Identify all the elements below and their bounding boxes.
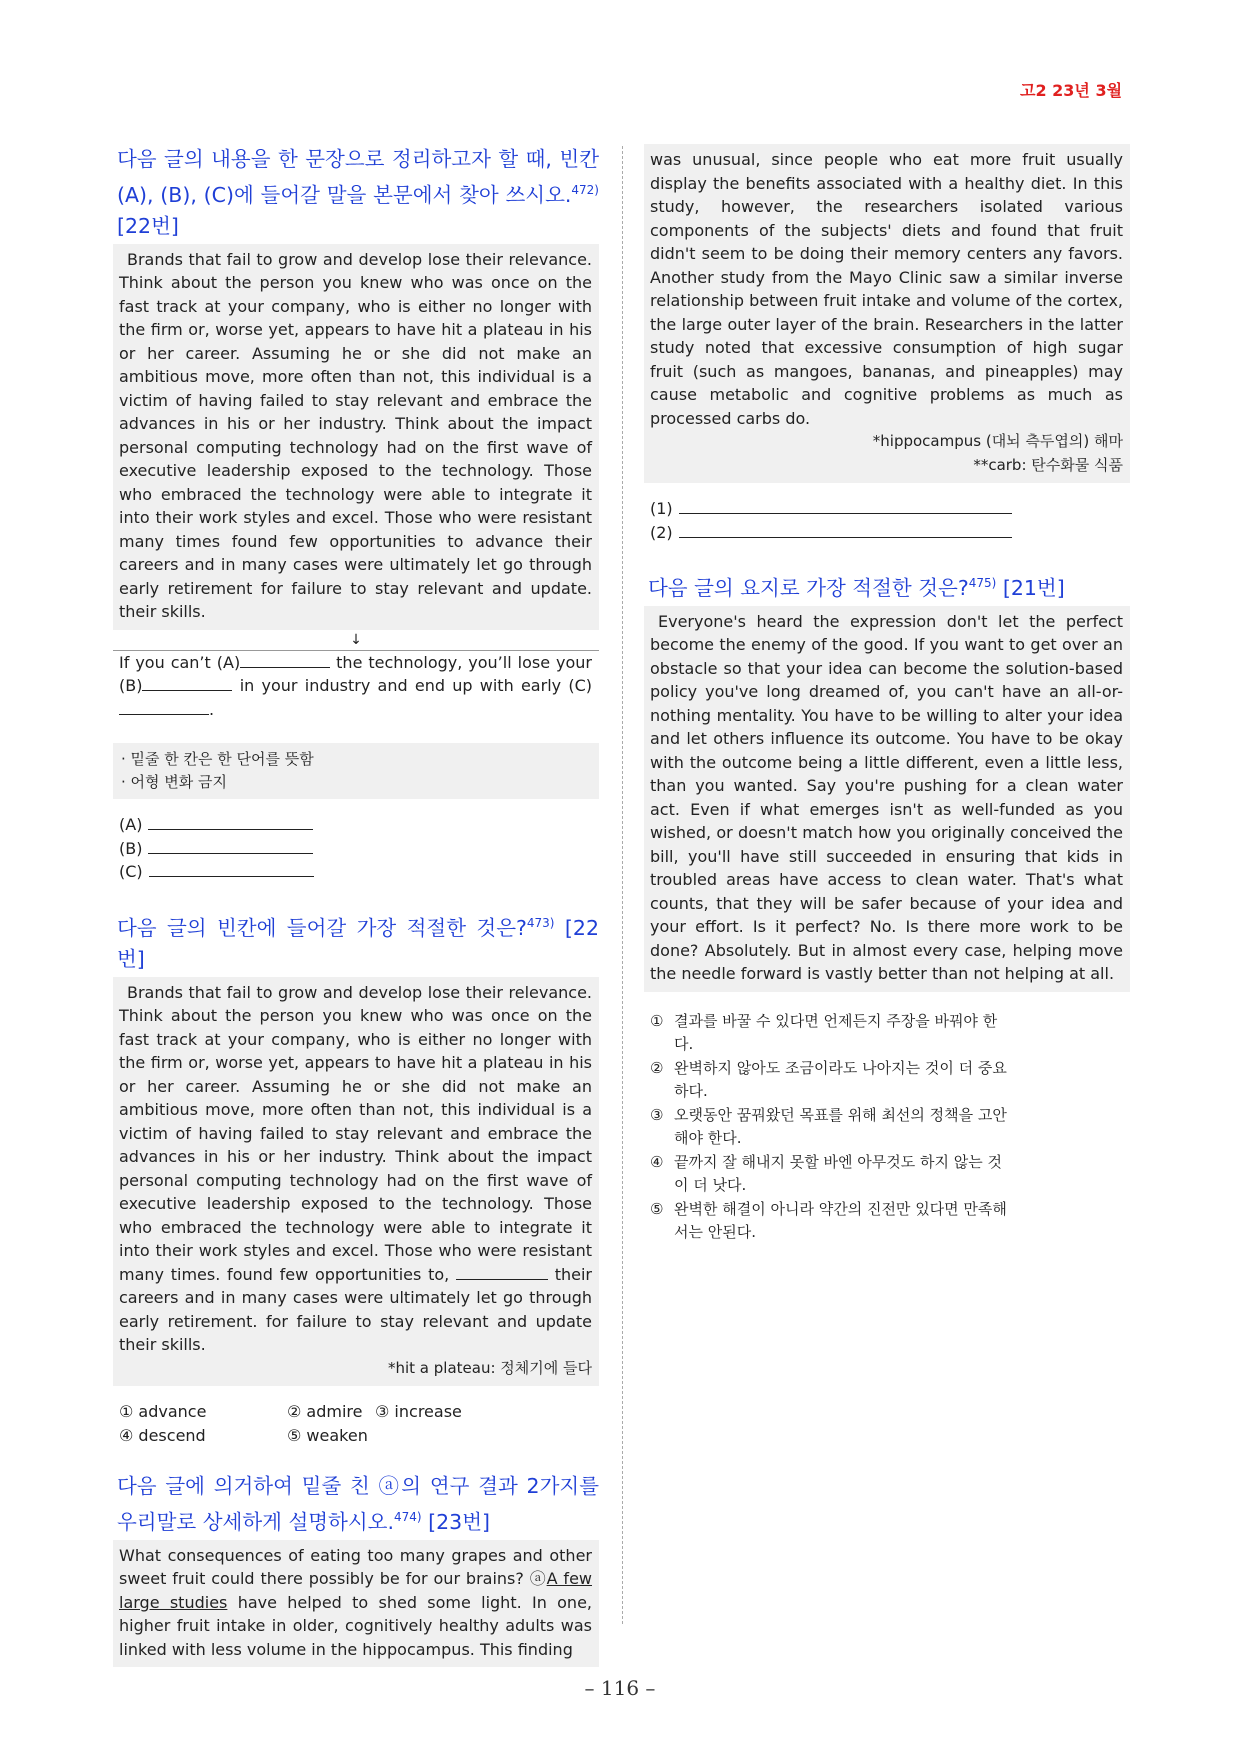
question-472-title: 다음 글의 내용을 한 문장으로 정리하고자 할 때, 빈칸 (A), (B), (C)에 들어갈 말을 본문에서 찾아 쓰시오.$^{472)}$ [22번] (117, 147, 599, 238)
question-number-tag: [23번] (428, 1509, 491, 1534)
question-473-passage: Brands that fail to grow and develop lose their relevance. Think about the person you knew who was once on the fast track at your company, who is either no longer with the firm or, worse yet, appears to have hit a plateau in his or her career. Assuming he or she did not make an ambitious move, more often than not, this individual is a victim of having failed to stay relevant and embrace the advances in his or her industry. Think about the impact personal computing technology had on the first wave of executive leadership exposed to the technology. Those who embraced the technology were able to integrate it into their work styles and excel. Those who were resistant many times. found few opportunities to, their careers and in many cases were ultimately let go through early retirement. for failure to stay relevant and update their skills. *hit a plateau: 정체기에 들다 (113, 977, 599, 1387)
choice-5[interactable]: ⑤ weaken (287, 1425, 368, 1445)
fill-in-blank (456, 1265, 548, 1280)
footnote-number: 475) (968, 576, 997, 590)
answer-line-c[interactable]: (C) (119, 860, 599, 884)
answer-line-1[interactable]: (1) (650, 497, 1130, 521)
choice-2[interactable]: ② 완벽하지 않아도 조금이라도 나아지는 것이 더 중요하다. (650, 1058, 1007, 1101)
question-number-tag: [22번] (117, 915, 599, 971)
conditions-box: · 밑줄 한 칸은 한 단어를 뜻함 · 어형 변화 금지 (113, 743, 599, 799)
answer-line-a[interactable]: (A) (119, 813, 599, 837)
choice-2[interactable]: ② admire (287, 1402, 363, 1422)
vocab-note-1: *hippocampus (대뇌 측두엽의) 해마 (872, 432, 1123, 450)
blank-a (240, 653, 330, 668)
blank-b (142, 676, 232, 691)
question-473-choices (113, 1400, 599, 1447)
page-number: – 116 – (584, 1676, 656, 1700)
underlined-phrase-a: A few large studies (119, 1569, 592, 1612)
answer-line-b[interactable]: (B) (119, 837, 599, 861)
exam-source-label: 고2 23년 3월 (1020, 81, 1123, 100)
question-473-title: 다음 글의 빈칸에 들어갈 가장 적절한 것은?$^{473)}$ [22번] (117, 915, 599, 971)
question-472-passage: Brands that fail to grow and develop lose their relevance. Think about the person you knew who was once on the fast track at your company, who is either no longer with the firm or, worse yet, appears to have hit a plateau in his or her career. Assuming he or she did not make an ambitious move, more often than not, this individual is a victim of having failed to stay relevant and embrace the advances in his or her industry. Think about the impact personal computing technology had on the first wave of executive leadership exposed to the technology. Those who embraced the technology were able to integrate it into their work styles and excel. Those who were resistant many times found few opportunities to advance their careers and in many cases were ultimately let go through early retirement for failure to stay relevant and update. their skills. (113, 244, 599, 630)
choice-4[interactable]: ④ 끝까지 잘 해내지 못할 바엔 아무것도 하지 않는 것이 더 낫다. (650, 1152, 1002, 1195)
question-number-tag: [22번] (117, 213, 179, 238)
question-474-passage-part2: was unusual, since people who eat more fruit usually display the benefits associated with a healthy diet. In this study, however, the researchers isolated various components of the subjects' diets and found that fruit didn't seem to be doing their memory centers any favors. Another study from the Mayo Clinic saw a similar inverse relationship between fruit intake and volume of the cortex, the large outer layer of the brain. Researchers in the latter study noted that excessive consumption of high sugar fruit (such as mangoes, bananas, and pineapples) may cause metabolic and cognitive problems as much as processed carbs do. *hippocampus (대뇌 측두엽의) 해마 **carb: 탄수화물 식품 (644, 144, 1130, 483)
choice-1[interactable]: ① advance (119, 1402, 207, 1422)
question-475-choices (644, 1010, 1130, 1245)
choice-5[interactable]: ⑤ 완벽한 해결이 아니라 약간의 진전만 있다면 만족해서는 안된다. (650, 1199, 1007, 1242)
down-arrow-icon: ↓ (350, 631, 362, 648)
footnote-number: 472) (571, 183, 599, 197)
choice-4[interactable]: ④ descend (119, 1425, 206, 1445)
question-475-passage: Everyone's heard the expression don't let the perfect become the enemy of the good. If you want to get over an obstacle so that your idea can become the solution-based policy you've long dreamed of, you can't have an all-or-nothing mentality. You have to be willing to alter your idea and let others influence its outcome. You have to be okay with the outcome being a little different, even a little less, than you wanted. Say you're pushing for a clean water act. Even if what emerges isn't as well-funded as you wished, or doesn't match how you originally conceived the bill, you'll have still succeeded in ensuring that kids in troubled areas have access to clean water. That's what counts, that they will be safer because of your idea and your effort. Is it perfect? No. Is there more work to be done? Absolutely. But in almost every case, helping move the needle forward is vastly better than not helping at all. (644, 606, 1130, 992)
answer-lines-474 (644, 497, 1130, 544)
answer-line-2[interactable]: (2) (650, 521, 1130, 545)
vocab-note-2: **carb: 탄수화물 식품 (973, 455, 1123, 474)
answer-lines-472 (113, 813, 599, 884)
choice-1[interactable]: ① 결과를 바꿀 수 있다면 언제든지 주장을 바꿔야 한다. (650, 1011, 998, 1054)
footnote-number: 473) (526, 915, 555, 930)
question-475-title: 다음 글의 요지로 가장 적절한 것은?$^{475)}$ [21번] (648, 575, 1065, 600)
right-column (644, 144, 1130, 1245)
vocab-note: *hit a plateau: 정체기에 들다 (387, 1358, 592, 1377)
question-number-tag: [21번] (1002, 575, 1065, 600)
choice-3[interactable]: ③ 오랫동안 꿈꿔왔던 목표를 위해 최선의 정책을 고안해야 한다. (650, 1105, 1007, 1148)
blank-c (119, 700, 209, 715)
question-474-title: 다음 글에 의거하여 밑줄 친 ⓐ의 연구 결과 2가지를 우리말로 상세하게 설명하시오.$^{474)}$ [23번] (117, 1474, 599, 1534)
question-474-passage-part1: What consequences of eating too many grapes and other sweet fruit could there possibly be for our brains? ⓐA few large studies have helped to shed some light. In one, higher fruit intake in older, cognitively healthy adults was linked with less volume in the hippocampus. This finding (113, 1540, 599, 1668)
footnote-number: 474) (394, 1510, 422, 1525)
left-column (113, 144, 599, 1667)
column-divider (622, 146, 623, 1624)
choice-3[interactable]: ③ increase (375, 1402, 462, 1422)
summary-sentence: If you can’t (A) the technology, you’ll lose your (B) in your industry and end up with early (C). (113, 650, 599, 722)
